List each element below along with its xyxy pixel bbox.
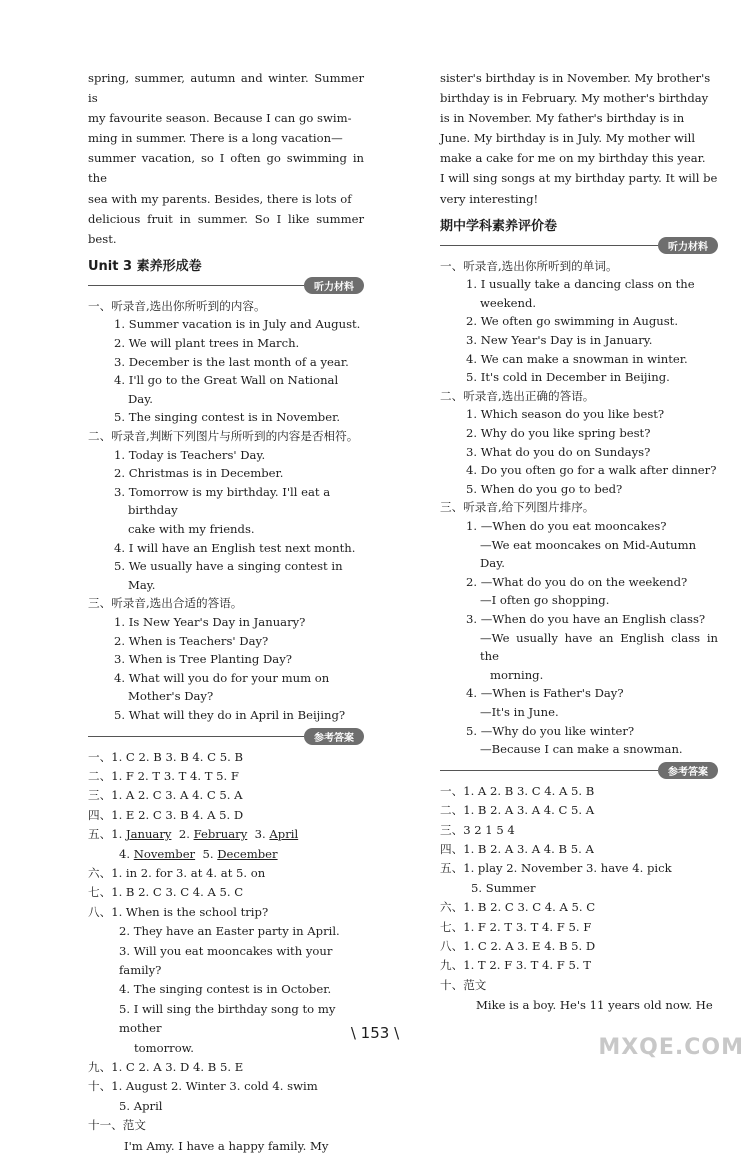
dialogue-line: —Because I can make a snowman.	[480, 742, 683, 757]
list-item: 4. What will you do for your mum on	[114, 670, 330, 685]
dialogue-line: 5. —Why do you like winter?	[466, 723, 635, 738]
watermark-logo: MXQE.COM	[598, 1035, 744, 1060]
filled-word: December	[217, 846, 278, 861]
answer-line: 三、3 2 1 5 4	[440, 822, 515, 837]
listening-tag: 听力材料	[658, 237, 718, 254]
dialogue-line: —I often go shopping.	[480, 593, 610, 608]
list-item: 5. What will they do in April in Beijing?	[114, 707, 346, 722]
dialogue-line: 3. —When do you have an English class?	[466, 611, 706, 626]
page-number: \ 153 \	[350, 1024, 400, 1042]
answer-line: 六、1. in 2. for 3. at 4. at 5. on	[88, 865, 266, 880]
section-heading: 一、听录音,选出你所听到的内容。	[88, 298, 266, 313]
answer-line: 二、1. B 2. A 3. A 4. C 5. A	[440, 803, 595, 818]
listening-tag: 听力材料	[304, 277, 364, 294]
essay-continuation-right: sister's birthday is in November. My brother's birthday is in February. My mother's birthday is in November. My father's birthday is in June. My birthday is in July. My mother will make a cake for me on my birthday this year. I will sing songs at my birthday party. It will be very interesting!	[440, 71, 718, 206]
list-item: 5. We usually have a singing contest in May.	[114, 559, 343, 592]
answer-line: 5. Summer	[471, 880, 536, 895]
answer-line: 四、1. B 2. A 3. A 4. B 5. A	[440, 841, 594, 856]
list-item: 4. I'll go to the Great Wall on National Day.	[114, 373, 339, 406]
answer-header	[440, 762, 718, 779]
list-item: 3. Tomorrow is my birthday. I'll eat a birthday	[114, 484, 331, 518]
exam-title: 期中学科素养评价卷	[440, 218, 558, 234]
answer-line: 三、1. A 2. C 3. A 4. C 5. A	[88, 788, 243, 803]
answer-line: 九、1. C 2. A 3. D 4. B 5. E	[88, 1060, 244, 1074]
list-item: 3. When is Tree Planting Day?	[114, 652, 292, 667]
list-item: 5. When do you go to bed?	[466, 481, 623, 496]
dialogue-line: 1. —When do you eat mooncakes?	[466, 518, 667, 533]
list-item: 2. We will plant trees in March.	[114, 336, 300, 351]
list-item: 1. Is New Year's Day in January?	[114, 614, 306, 629]
essay-start-left: I'm Amy. I have a happy family. My	[124, 1138, 329, 1153]
essay-continuation-left: spring, summer, autumn and winter. Summer is my favourite season. Because I can go swim- ming in summer. There is a long vacation— summer vacation, so I often go swimming in the sea with my parents. Besides, there is lots of delicious fruit in summer. So I like summer best.	[88, 71, 364, 246]
filled-word: November	[133, 846, 196, 861]
answer-line: 3. Will you eat mooncakes with your family?	[119, 943, 333, 977]
dialogue-line: 4. —When is Father's Day?	[466, 686, 624, 701]
list-item: 1. Which season do you like best?	[466, 407, 665, 422]
section-heading: 二、听录音,判断下列图片与所听到的内容是否相符。	[88, 429, 359, 443]
list-item: 1. I usually take a dancing class on the	[466, 277, 695, 292]
essay-start-right: Mike is a boy. He's 11 years old now. He	[476, 998, 713, 1013]
answer-line-fill-in: 4. November 5. December	[119, 846, 278, 861]
answer-line: tomorrow.	[134, 1040, 194, 1055]
answer-line: 九、1. T 2. F 3. T 4. F 5. T	[440, 958, 591, 973]
list-item: 5. It's cold in December in Beijing.	[466, 370, 670, 385]
filled-word: April	[269, 827, 299, 842]
list-item-continuation: Mother's Day?	[128, 689, 214, 704]
dialogue-line: —It's in June.	[480, 704, 559, 719]
section-heading: 二、听录音,选出正确的答语。	[440, 388, 595, 403]
right-column	[440, 68, 718, 1015]
filled-word: February	[193, 827, 248, 842]
list-item: 5. The singing contest is in November.	[114, 410, 341, 425]
dialogue-line: —We eat mooncakes on Mid-Autumn Day.	[480, 537, 697, 571]
list-item: 1. Today is Teachers' Day.	[114, 447, 266, 462]
answer-line-fill-in: 五、1. January 2. February 3. April	[88, 827, 299, 842]
list-item: 3. December is the last month of a year.	[114, 354, 349, 369]
answer-line: 八、1. C 2. A 3. E 4. B 5. D	[440, 938, 596, 953]
list-item: 3. New Year's Day is in January.	[466, 333, 653, 348]
list-item: 4. I will have an English test next month.	[114, 540, 356, 555]
answer-line: 四、1. E 2. C 3. B 4. A 5. D	[88, 807, 244, 822]
answer-line: 一、1. C 2. B 3. B 4. C 5. B	[88, 749, 243, 764]
list-item-continuation: cake with my friends.	[128, 521, 255, 536]
answer-header	[88, 728, 364, 745]
list-item: 2. When is Teachers' Day?	[114, 633, 269, 648]
answer-line: 5. I will sing the birthday song to my mother	[119, 1001, 336, 1036]
list-item: 4. Do you often go for a walk after dinner?	[466, 463, 717, 478]
dialogue-line: 2. —What do you do on the weekend?	[466, 574, 688, 589]
answer-line: 十、范文	[440, 977, 487, 992]
answer-tag: 参考答案	[304, 728, 364, 745]
answer-line: 二、1. F 2. T 3. T 4. T 5. F	[88, 768, 239, 783]
filled-word: January	[125, 827, 172, 842]
dialogue-line: —We usually have an English class in the	[480, 630, 718, 664]
list-item-continuation: weekend.	[480, 295, 537, 310]
list-item: 2. Why do you like spring best?	[466, 426, 651, 440]
listening-header	[440, 237, 718, 254]
answer-line: 六、1. B 2. C 3. C 4. A 5. C	[440, 900, 596, 915]
listening-header	[88, 277, 364, 294]
answer-line: 2. They have an Easter party in April.	[119, 924, 340, 939]
answer-line: 七、1. F 2. T 3. T 4. F 5. F	[440, 919, 592, 934]
answer-tag: 参考答案	[658, 762, 718, 779]
list-item: 2. We often go swimming in August.	[466, 314, 679, 329]
section-heading: 一、听录音,选出你所听到的单词。	[440, 258, 618, 273]
answer-line: 4. The singing contest is in October.	[119, 982, 332, 997]
answer-line: 十一、范文	[88, 1118, 146, 1133]
list-item: 4. We can make a snowman in winter.	[466, 351, 688, 366]
left-column	[88, 68, 364, 1156]
list-item: 3. What do you do on Sundays?	[466, 444, 651, 459]
answer-line: 八、1. When is the school trip?	[88, 904, 269, 919]
answer-line: 一、1. A 2. B 3. C 4. A 5. B	[440, 783, 595, 798]
answer-line: 五、1. play 2. November 3. have 4. pick	[440, 861, 672, 876]
list-item: 2. Christmas is in December.	[114, 466, 284, 481]
unit-title: Unit 3 素养形成卷	[88, 258, 202, 274]
dialogue-line: morning.	[490, 667, 544, 682]
section-heading: 三、听录音,给下列图片排序。	[440, 500, 595, 515]
list-item: 1. Summer vacation is in July and August.	[114, 317, 361, 332]
section-heading: 三、听录音,选出合适的答语。	[88, 596, 243, 611]
answer-line: 七、1. B 2. C 3. C 4. A 5. C	[88, 885, 244, 900]
answer-line: 十、1. August 2. Winter 3. cold 4. swim	[88, 1079, 318, 1094]
answer-line: 5. April	[119, 1098, 163, 1113]
